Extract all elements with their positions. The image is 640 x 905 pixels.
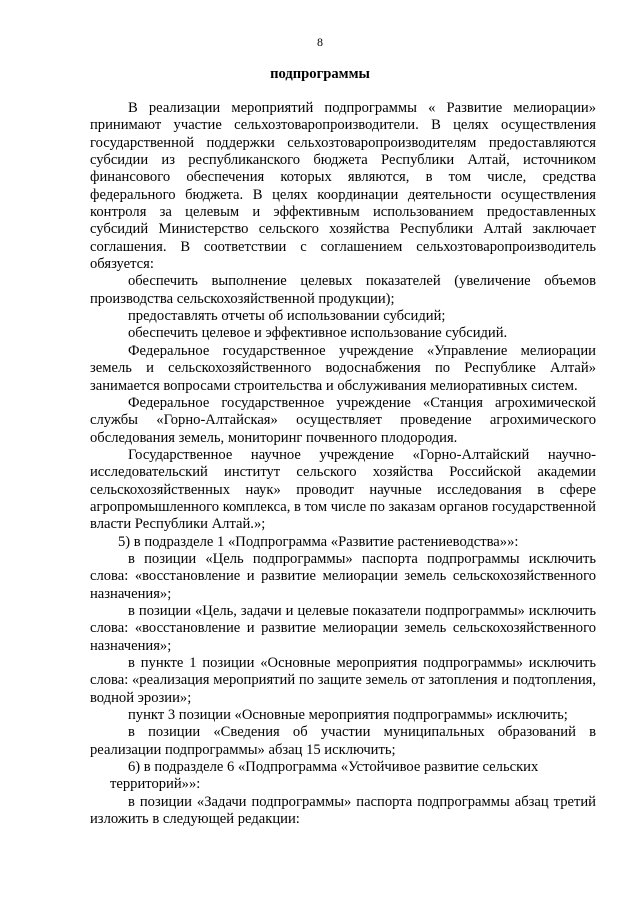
- paragraph-agrochemical-station: Федеральное государственное учреждение «Станция агрохимической службы «Горно-Алтайская» осуществляет проведение агрохимического обследования земель, мониторинг почвенного плодородия.: [90, 394, 596, 446]
- paragraph-participants: В реализации мероприятий подпрограммы « Развитие мелиорации» принимают участие сельхозтоваропроизводители. В целях осуществления государственной поддержки сельхозтоваропроизводителям предоставляются субсидии из республиканского бюджета Республики Алтай, источником финансового обеспечения которых являются, в том числе, средства федерального бюджета. В целях координации деятельности осуществления контроля за целевым и эффективным использованием предоставленных субсидий Министерство сельского хозяйства Республики Алтай заключает соглашения. В соответствии с соглашением сельхозтоваропроизводитель обязуется:: [90, 100, 596, 273]
- paragraph-melioration-agency: Федеральное государственное учреждение «Управление мелиорации земель и сельскохозяйственного водоснабжения по Республике Алтай» занимается вопросами строительства и обслуживания мелиоративных систем.: [90, 342, 596, 394]
- document-body: [90, 100, 596, 828]
- paragraph-main-activities-point-1: в пункте 1 позиции «Основные мероприятия подпрограммы» исключить слова: «реализация мероприятий по защите земель от затопления и подтопления, водной эрозии»;: [90, 655, 596, 706]
- paragraph-research-institute: Государственное научное учреждение «Горно-Алтайский научно-исследовательский институт сельского хозяйства Российской академии сельскохозяйственных наук» проводит научные исследования в сфере агропромышленного комплекса, в том числе по заказам органов государственной власти Республики Алтай.»;: [90, 446, 596, 533]
- paragraph-goal-tasks-position: в позиции «Цель, задачи и целевые показатели подпрограммы» исключить слова: «восстановление и развитие мелиорации земель сельскохозяйственного назначения»;: [90, 602, 596, 654]
- paragraph-municipal-participation: в позиции «Сведения об участии муниципальных образований в реализации подпрограммы» абзац 15 исключить;: [90, 724, 596, 758]
- paragraph-goal-position: в позиции «Цель подпрограммы» паспорта подпрограммы исключить слова: «восстановление и развитие мелиорации земель сельскохозяйственного назначения»;: [90, 550, 596, 602]
- paragraph-item-6-continuation: территорий»»:: [110, 776, 201, 793]
- paragraph-obligation-use: обеспечить целевое и эффективное использование субсидий.: [128, 325, 508, 342]
- paragraph-item-5: 5) в подразделе 1 «Подпрограмма «Развитие растениеводства»»:: [118, 533, 519, 550]
- paragraph-item-6: 6) в подразделе 6 «Подпрограмма «Устойчивое развитие сельских: [128, 759, 539, 776]
- paragraph-obligation-reports: предоставлять отчеты об использовании субсидий;: [128, 308, 446, 325]
- paragraph-obligation-targets: обеспечить выполнение целевых показателей (увеличение объемов производства сельскохозяйственной продукции);: [90, 273, 596, 307]
- paragraph-main-activities-point-3: пункт 3 позиции «Основные мероприятия подпрограммы» исключить;: [128, 707, 568, 724]
- section-heading: подпрограммы: [270, 66, 370, 82]
- page-number: 8: [317, 35, 323, 49]
- paragraph-tasks-position: в позиции «Задачи подпрограммы» паспорта подпрограммы абзац третий изложить в следующей редакции:: [90, 793, 596, 828]
